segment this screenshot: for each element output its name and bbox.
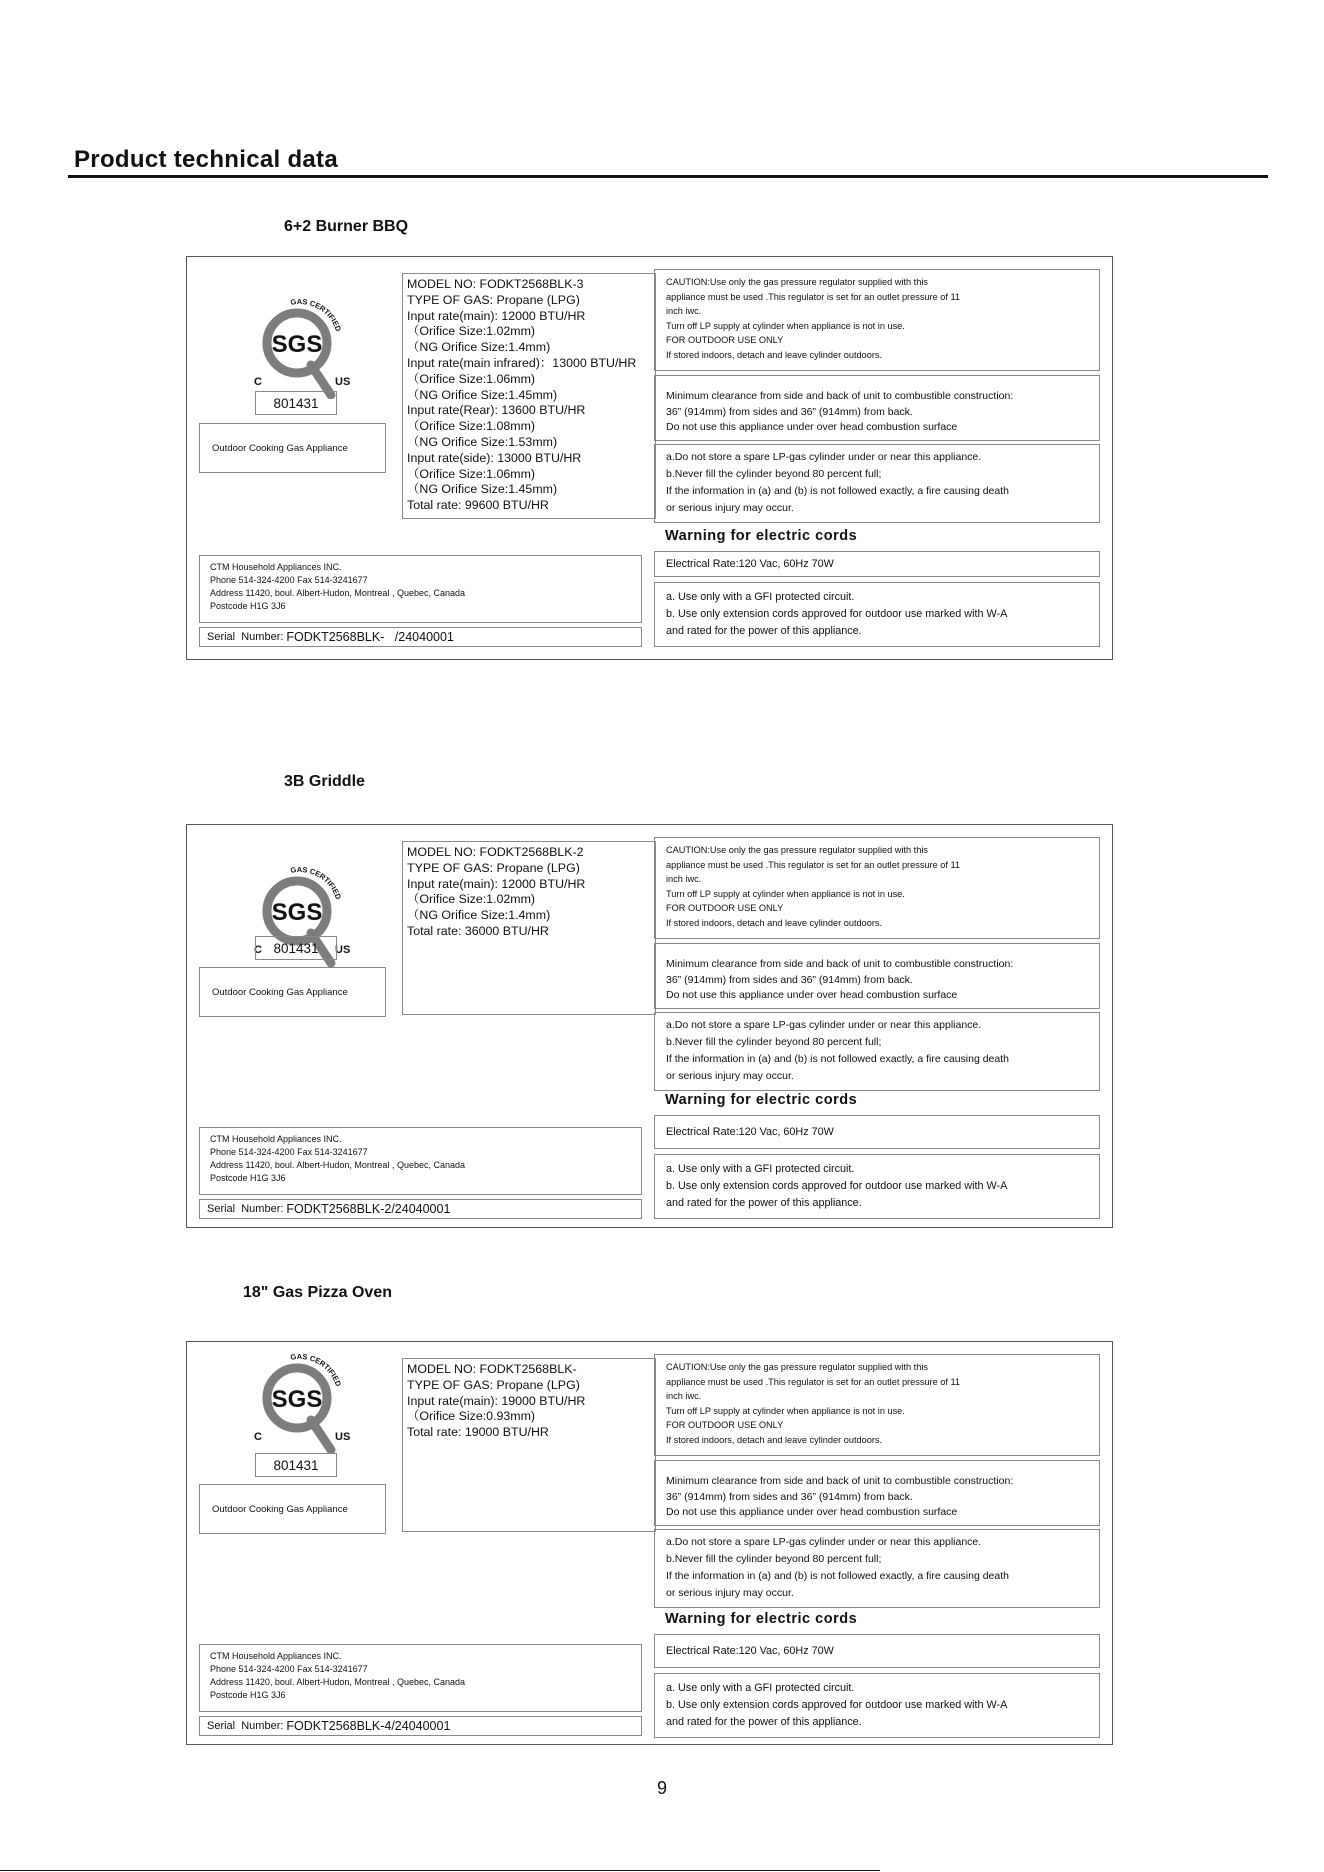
electric-instructions-box: a. Use only with a GFI protected circuit. b. Use only extension cords approved for outdoor use marked with W-A and rated for the power of this appliance. bbox=[654, 1154, 1100, 1219]
logo-arc-text: GAS CERTIFIED bbox=[289, 1354, 343, 1388]
model-spec-box: MODEL NO: FODKT2568BLK- TYPE OF GAS: Propane (LPG) Input rate(main): 19000 BTU/HR （Orifice Size:0.93mm) Total rate: 19000 BTU/HR bbox=[402, 1358, 656, 1532]
sgs-gas-certified-logo bbox=[247, 299, 357, 399]
clearance-box: Minimum clearance from side and back of unit to combustible construction: 36” (914mm) from sides and 36” (914mm) from back. Do not use this appliance under over head combustion surface bbox=[654, 1460, 1100, 1526]
electric-cords-heading: Warning for electric cords bbox=[665, 528, 858, 544]
cylinder-warning-box: a.Do not store a spare LP-gas cylinder under or near this appliance. b.Never fill the cylinder beyond 80 percent full; If the information in (a) and (b) is not followed exactly, a fire causing death or serious injury may occur. bbox=[654, 1012, 1100, 1091]
electric-instructions-box: a. Use only with a GFI protected circuit. b. Use only extension cords approved for outdoor use marked with W-A and rated for the power of this appliance. bbox=[654, 582, 1100, 647]
page-number: 9 bbox=[656, 1778, 667, 1798]
title-divider bbox=[68, 175, 1268, 178]
cylinder-warning-box: a.Do not store a spare LP-gas cylinder under or near this appliance. b.Never fill the cylinder beyond 80 percent full; If the information in (a) and (b) is not followed exactly, a fire causing death or serious injury may occur. bbox=[654, 1529, 1100, 1608]
serial-number-value: FODKT2568BLK- /24040001 bbox=[286, 630, 454, 644]
rating-label-bbq bbox=[186, 256, 1113, 660]
model-spec-box: MODEL NO: FODKT2568BLK-3 TYPE OF GAS: Propane (LPG) Input rate(main): 12000 BTU/HR （Orifice Size:1.02mm) （NG Orifice Size:1.4mm) Input rate(main infrared)：13000 BTU/HR （Orifice Size:1.06mm) （NG Orifice Size:1.45mm) Input rate(Rear): 13600 BTU/HR （Orifice Size:1.08mm) （NG Orifice Size:1.53mm) Input rate(side): 13000 BTU/HR （Orifice Size:1.06mm) （NG Orifice Size:1.45mm) Total rate: 99600 BTU/HR bbox=[402, 273, 656, 519]
manufacturer-info-box: CTM Household Appliances INC. Phone 514-324-4200 Fax 514-3241677 Address 11420, boul. Albert-Hudon, Montreal , Quebec, Canada Postcode H1G 3J6 bbox=[199, 555, 642, 623]
logo-left-mark: C bbox=[254, 944, 262, 956]
rating-label-pizza-oven bbox=[186, 1341, 1113, 1745]
model-spec-box: MODEL NO: FODKT2568BLK-2 TYPE OF GAS: Propane (LPG) Input rate(main): 12000 BTU/HR （Orifice Size:1.02mm) （NG Orifice Size:1.4mm) Total rate: 36000 BTU/HR bbox=[402, 841, 656, 1015]
logo-arc-text: GAS CERTIFIED bbox=[289, 299, 343, 333]
logo-brand-text: SGS bbox=[271, 331, 323, 358]
serial-number-box bbox=[199, 1199, 642, 1219]
certificate-number: 801431 bbox=[255, 391, 337, 415]
certificate-number: 801431 bbox=[255, 936, 337, 960]
logo-brand-text: SGS bbox=[271, 1386, 323, 1413]
appliance-type-label: Outdoor Cooking Gas Appliance bbox=[199, 423, 386, 473]
logo-right-mark: US bbox=[335, 944, 351, 956]
appliance-type-label: Outdoor Cooking Gas Appliance bbox=[199, 1484, 386, 1534]
electrical-rate-box: Electrical Rate:120 Vac, 60Hz 70W bbox=[654, 1634, 1100, 1668]
logo-arc-text: GAS CERTIFIED bbox=[289, 867, 343, 901]
logo-left-mark: C bbox=[254, 1431, 262, 1443]
manufacturer-info-box: CTM Household Appliances INC. Phone 514-324-4200 Fax 514-3241677 Address 11420, boul. Albert-Hudon, Montreal , Quebec, Canada Postcode H1G 3J6 bbox=[199, 1644, 642, 1712]
serial-number-label: Serial Number: bbox=[207, 1720, 284, 1732]
caution-box: CAUTION:Use only the gas pressure regulator supplied with this appliance must be used .This regulator is set for an outlet pressure of 11 inch iwc. Turn off LP supply at cylinder when appliance is not in use. FOR OUTDOOR USE ONLY If stored indoors, detach and leave cylinder outdoors. bbox=[654, 1354, 1100, 1456]
electric-cords-heading: Warning for electric cords bbox=[665, 1611, 858, 1627]
electrical-rate-box: Electrical Rate:120 Vac, 60Hz 70W bbox=[654, 551, 1100, 577]
rating-label-griddle bbox=[186, 824, 1113, 1228]
logo-right-mark: US bbox=[335, 1431, 351, 1443]
serial-number-value: FODKT2568BLK-2/24040001 bbox=[286, 1202, 451, 1216]
appliance-type-label: Outdoor Cooking Gas Appliance bbox=[199, 967, 386, 1017]
serial-number-label: Serial Number: bbox=[207, 1203, 284, 1215]
sgs-gas-certified-logo bbox=[247, 1354, 357, 1454]
section-title-pizza-oven: 18" Gas Pizza Oven bbox=[243, 1284, 392, 1301]
footer-divider bbox=[0, 1870, 880, 1871]
electric-cords-heading: Warning for electric cords bbox=[665, 1092, 858, 1108]
serial-number-box bbox=[199, 1716, 642, 1736]
page-title: Product technical data bbox=[74, 146, 338, 173]
logo-brand-text: SGS bbox=[271, 899, 323, 926]
logo-left-mark: C bbox=[254, 376, 262, 388]
logo-right-mark: US bbox=[335, 376, 351, 388]
clearance-box: Minimum clearance from side and back of unit to combustible construction: 36” (914mm) from sides and 36” (914mm) from back. Do not use this appliance under over head combustion surface bbox=[654, 943, 1100, 1009]
serial-number-value: FODKT2568BLK-4/24040001 bbox=[286, 1719, 451, 1733]
caution-box: CAUTION:Use only the gas pressure regulator supplied with this appliance must be used .This regulator is set for an outlet pressure of 11 inch iwc. Turn off LP supply at cylinder when appliance is not in use. FOR OUTDOOR USE ONLY If stored indoors, detach and leave cylinder outdoors. bbox=[654, 837, 1100, 939]
certificate-number: 801431 bbox=[255, 1453, 337, 1477]
electrical-rate-box: Electrical Rate:120 Vac, 60Hz 70W bbox=[654, 1115, 1100, 1149]
clearance-box: Minimum clearance from side and back of unit to combustible construction: 36” (914mm) from sides and 36” (914mm) from back. Do not use this appliance under over head combustion surface bbox=[654, 375, 1100, 441]
cylinder-warning-box: a.Do not store a spare LP-gas cylinder under or near this appliance. b.Never fill the cylinder beyond 80 percent full; If the information in (a) and (b) is not followed exactly, a fire causing death or serious injury may occur. bbox=[654, 444, 1100, 523]
manufacturer-info-box: CTM Household Appliances INC. Phone 514-324-4200 Fax 514-3241677 Address 11420, boul. Albert-Hudon, Montreal , Quebec, Canada Postcode H1G 3J6 bbox=[199, 1127, 642, 1195]
serial-number-label: Serial Number: bbox=[207, 631, 284, 643]
section-title-bbq: 6+2 Burner BBQ bbox=[284, 218, 409, 235]
electric-instructions-box: a. Use only with a GFI protected circuit. b. Use only extension cords approved for outdoor use marked with W-A and rated for the power of this appliance. bbox=[654, 1673, 1100, 1738]
serial-number-box bbox=[199, 627, 642, 647]
caution-box: CAUTION:Use only the gas pressure regulator supplied with this appliance must be used .This regulator is set for an outlet pressure of 11 inch iwc. Turn off LP supply at cylinder when appliance is not in use. FOR OUTDOOR USE ONLY If stored indoors, detach and leave cylinder outdoors. bbox=[654, 269, 1100, 371]
section-title-griddle: 3B Griddle bbox=[284, 773, 365, 790]
